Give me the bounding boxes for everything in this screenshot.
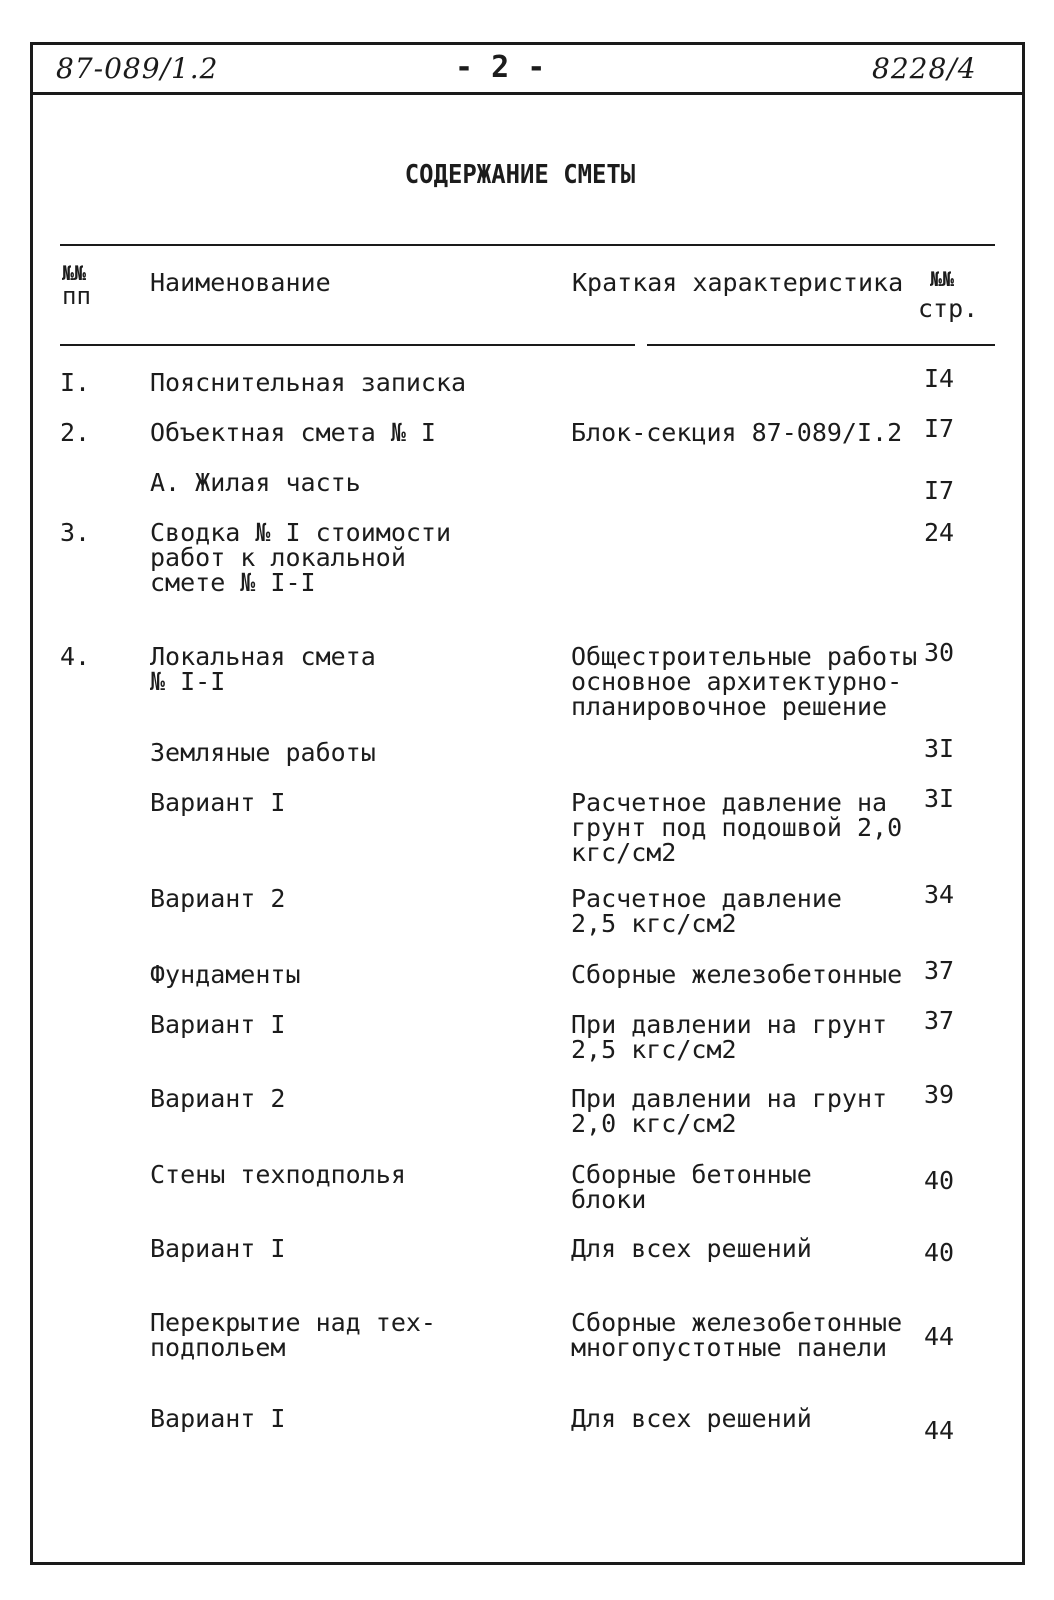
row-name-line: Вариант I <box>150 788 286 817</box>
row-name-line: подпольем <box>150 1333 286 1362</box>
row-description-line: Блок-секция 87-089/I.2 <box>571 418 903 447</box>
row-description-line: Общестроительные работы <box>571 642 918 671</box>
row-description-line: 2,0 кгс/см2 <box>571 1109 737 1138</box>
row-page-number: 30 <box>924 638 955 667</box>
row-description-line: Расчетное давление <box>571 884 842 913</box>
row-description-line: Расчетное давление на <box>571 788 888 817</box>
document-code: 87-089/1.2 <box>56 52 219 85</box>
page-number: - 2 - <box>455 50 546 85</box>
row-page-number: 3I <box>924 784 955 813</box>
col-page-header-1: №№ <box>930 267 955 291</box>
row-description-line: блоки <box>571 1185 647 1214</box>
row-description-line: кгс/см2 <box>571 838 677 867</box>
row-name-line: Пояснительная записка <box>150 368 467 397</box>
row-page-number: I7 <box>924 476 955 505</box>
row-description-line: Для всех решений <box>571 1234 812 1263</box>
row-name-line: А. Жилая часть <box>150 468 361 497</box>
row-name-line: работ к локальной <box>150 543 406 572</box>
table-top-rule <box>60 244 995 246</box>
row-description-line: основное архитектурно- <box>571 667 903 696</box>
row-name-line: № I-I <box>150 667 226 696</box>
row-page-number: 44 <box>924 1416 955 1445</box>
row-description-line: грунт под подошвой 2,0 <box>571 813 903 842</box>
row-number: 2. <box>60 418 91 447</box>
row-page-number: 24 <box>924 518 955 547</box>
row-description-line: Сборные железобетонные <box>571 960 903 989</box>
row-name-line: Сводка № I стоимости <box>150 518 452 547</box>
row-page-number: 44 <box>924 1322 955 1351</box>
row-description-line: 2,5 кгс/см2 <box>571 909 737 938</box>
page-title: СОДЕРЖАНИЕ СМЕТЫ <box>404 160 636 190</box>
row-name-line: Земляные работы <box>150 738 376 767</box>
row-description-line: многопустотные панели <box>571 1333 888 1362</box>
row-page-number: 37 <box>924 956 955 985</box>
row-name-line: Перекрытие над тех- <box>150 1308 436 1337</box>
archive-number: 8228/4 <box>872 52 977 85</box>
col-page-header-2: стр. <box>918 294 979 323</box>
row-description-line: При давлении на грунт <box>571 1084 888 1113</box>
row-page-number: 40 <box>924 1166 955 1195</box>
row-name-line: Вариант I <box>150 1234 286 1263</box>
row-name-line: Вариант 2 <box>150 884 286 913</box>
row-page-number: I7 <box>924 414 955 443</box>
row-page-number: 40 <box>924 1238 955 1267</box>
row-name-line: Вариант I <box>150 1010 286 1039</box>
row-name-line: Локальная смета <box>150 642 376 671</box>
row-name-line: Вариант I <box>150 1404 286 1433</box>
row-description-line: Сборные железобетонные <box>571 1308 903 1337</box>
row-name-line: Стены техподполья <box>150 1160 406 1189</box>
row-number: I. <box>60 368 91 397</box>
row-description-line: При давлении на грунт <box>571 1010 888 1039</box>
row-page-number: 3I <box>924 734 955 763</box>
row-description-line: планировочное решение <box>571 692 888 721</box>
row-name-line: Вариант 2 <box>150 1084 286 1113</box>
col-desc-header: Краткая характеристика <box>572 268 904 297</box>
col-num-header-1: №№ <box>62 261 87 285</box>
row-name-line: Объектная смета № I <box>150 418 436 447</box>
row-page-number: 34 <box>924 880 955 909</box>
row-number: 4. <box>60 642 91 671</box>
row-page-number: 39 <box>924 1080 955 1109</box>
row-description-line: Сборные бетонные <box>571 1160 812 1189</box>
row-page-number: 37 <box>924 1006 955 1035</box>
row-page-number: I4 <box>924 364 955 393</box>
row-name-line: Фундаменты <box>150 960 301 989</box>
row-description-line: Для всех решений <box>571 1404 812 1433</box>
row-name-line: смете № I-I <box>150 568 316 597</box>
header-rule-left <box>60 344 635 346</box>
row-description-line: 2,5 кгс/см2 <box>571 1035 737 1064</box>
row-number: 3. <box>60 518 91 547</box>
col-num-header-2: пп <box>62 282 91 310</box>
header-divider <box>30 92 1025 95</box>
header-rule-right <box>647 344 995 346</box>
col-name-header: Наименование <box>150 268 331 297</box>
